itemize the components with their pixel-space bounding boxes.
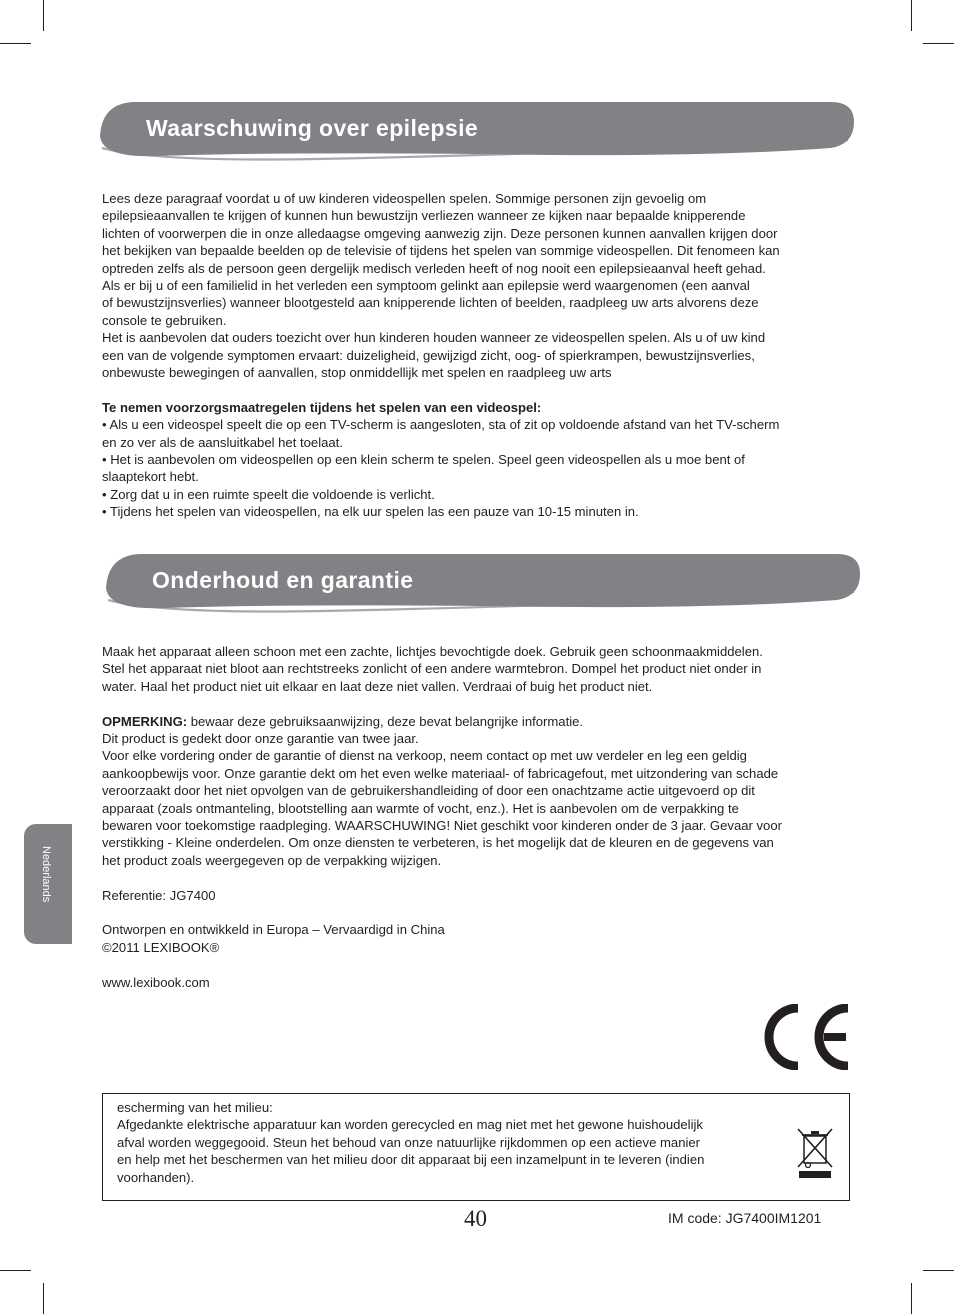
precaution-line: en zo ver als de aansluitkabel het toelaat.	[102, 434, 343, 450]
paragraph-line: veroorzaakt door het niet opvolgen van de gebruikershandleiding of door een onachtzame actie uitgevoerd op dit	[102, 783, 755, 799]
section-title: Onderhoud en garantie	[152, 567, 414, 593]
note-label: OPMERKING:	[102, 713, 188, 729]
paragraph-line: een van de volgende symptomen ervaart: duizeligheid, gewijzigd zicht, oog- of spierkrampen, bewustzijnsverlies,	[102, 347, 755, 363]
environment-line: afval worden weggegooid. Steun het behoud van onze natuurlijke rijkdommen op een actieve manier	[117, 1134, 701, 1150]
crop-mark	[43, 1283, 44, 1314]
note-line	[102, 713, 782, 730]
note-text: bewaar deze gebruiksaanwijzing, deze bevat belangrijke informatie.	[187, 713, 584, 729]
paragraph-line: Voor elke vordering onder de garantie of dienst na verkoop, neem contact op met uw verdeler en leg een geldig	[102, 748, 747, 764]
paragraph-line: aankoopbewijs voor. Onze garantie dekt om het even welke materiaal- of fabricagefout, met uitzondering van schade	[102, 765, 779, 781]
copyright: ©2011 LEXIBOOK®	[102, 939, 220, 955]
paragraph-line: Als er bij u of een familielid in het verleden een symptoom gelinkt aan epilepsie werd waargenomen (een aanval	[102, 278, 750, 294]
environment-line: voorhanden).	[117, 1169, 195, 1185]
paragraph-line: console te gebruiken.	[102, 312, 227, 328]
language-tab-label: Nederlands	[40, 846, 52, 903]
paragraph-line: apparaat (zoals ontmanteling, blootstelling aan warmte of vocht, enz.). Het is aanbevolen om de verpakking te	[102, 800, 739, 816]
crop-mark	[911, 0, 912, 31]
paragraph-line: Lees deze paragraaf voordat u of uw kinderen videospellen spelen. Sommige personen zijn gevoelig om	[102, 191, 707, 206]
crossed-out-wheelie-bin-icon	[795, 1126, 835, 1180]
paragraph-line: water. Haal het product niet uit elkaar en laat deze niet vallen. Verdraai of buig het product niet.	[102, 678, 653, 694]
paragraph-line: Dit product is gedekt door onze garantie van twee jaar.	[102, 731, 419, 747]
paragraph-line: bewaren voor toekomstige raadpleging. WAARSCHUWING! Niet geschikt voor kinderen onder de 3 jaar. Gevaar voor	[102, 818, 782, 834]
origin: Ontworpen en ontwikkeld in Europa – Vervaardigd in China	[102, 922, 445, 938]
paragraph-line: het bekijken van bepaalde beelden op de televisie of tijdens het spelen van sommige videospellen. Dit fenomeen kan	[102, 243, 780, 259]
precautions-heading: Te nemen voorzorgsmaatregelen tijdens het spelen van een videospel:	[102, 399, 542, 415]
environment-line: Afgedankte elektrische apparatuur kan worden gerecycled en mag niet met het gewone huishoudelijk	[117, 1117, 703, 1133]
paragraph-line: Het is aanbevolen dat ouders toezicht over hun kinderen houden wanneer ze videospellen spelen. Als u of uw kind	[102, 330, 766, 346]
page-number: 40	[464, 1206, 487, 1231]
crop-mark	[923, 1270, 954, 1271]
paragraph-line: epilepsieaanvallen te krijgen of kunnen hun bewustzijn verliezen wanneer ze kijken naar bepaalde knipperende	[102, 208, 746, 224]
environment-line: escherming van het milieu:	[117, 1100, 273, 1115]
section-title: Waarschuwing over epilepsie	[146, 115, 479, 141]
crop-mark	[43, 0, 44, 31]
paragraph-line: verstikking - Kleine onderdelen. Om onze diensten te verbeteren, is het mogelijk dat de kleuren en de gegevens van	[102, 835, 774, 851]
section-banner-epilepsy	[96, 100, 858, 166]
language-tab	[24, 824, 72, 944]
paragraph-line: Stel het apparaat niet bloot aan rechtstreeks zonlicht of een andere warmtebron. Dompel het product niet onder in	[102, 661, 762, 677]
paragraph-line: onbewuste bewegingen of aanvallen, stop onmiddellijk met spelen en raadpleeg uw arts	[102, 365, 612, 381]
environment-text	[117, 1099, 704, 1186]
precaution-line: • Tijdens het spelen van videospellen, na elk uur spelen las een pauze van 10-15 minuten in.	[102, 504, 639, 520]
paragraph-line: optreden zelfs als de persoon geen dergelijk medisch verleden heeft of nog nooit een epilepsieaanval heeft gehad.	[102, 260, 766, 276]
crop-mark	[911, 1283, 912, 1314]
environment-line: en help met het beschermen van het milieu door dit apparaat bij een inzamelpunt in te leveren (indien	[117, 1152, 705, 1168]
paragraph-line: of bewustzijnsverlies) wanneer blootgesteld aan knipperende lichten of beelden, raadpleeg uw arts alvorens deze	[102, 295, 759, 311]
precaution-line: • Als u een videospel speelt die op een TV-scherm is aangesloten, sta of zit op voldoende afstand van het TV-scherm	[102, 417, 780, 433]
precaution-line: slaaptekort hebt.	[102, 469, 199, 485]
website-link[interactable]: www.lexibook.com	[102, 974, 210, 990]
maintenance-text	[102, 643, 782, 991]
environment-notice	[102, 1093, 850, 1201]
paragraph-line: lichten of voorwerpen die in onze alledaagse omgeving aanwezig zijn. Deze personen kunnen aanvallen krijgen door	[102, 225, 778, 241]
precaution-line: • Het is aanbevolen om videospellen op een klein scherm te spelen. Speel geen videospellen als u moe bent of	[102, 452, 745, 468]
crop-mark	[923, 43, 954, 44]
paragraph-line: Maak het apparaat alleen schoon met een zachte, lichtjes bevochtigde doek. Gebruik geen schoonmaakmiddelen.	[102, 644, 763, 659]
ce-mark-icon	[760, 1004, 852, 1070]
epilepsy-warning-text	[102, 190, 780, 521]
paragraph-line: het product zoals weergegeven op de verpakking wijzigen.	[102, 852, 442, 868]
reference: Referentie: JG7400	[102, 887, 216, 903]
precaution-line: • Zorg dat u in een ruimte speelt die voldoende is verlicht.	[102, 486, 435, 502]
crop-mark	[0, 43, 31, 44]
section-banner-maintenance	[102, 552, 864, 618]
im-code: IM code: JG7400IM1201	[668, 1210, 822, 1226]
crop-mark	[0, 1270, 31, 1271]
